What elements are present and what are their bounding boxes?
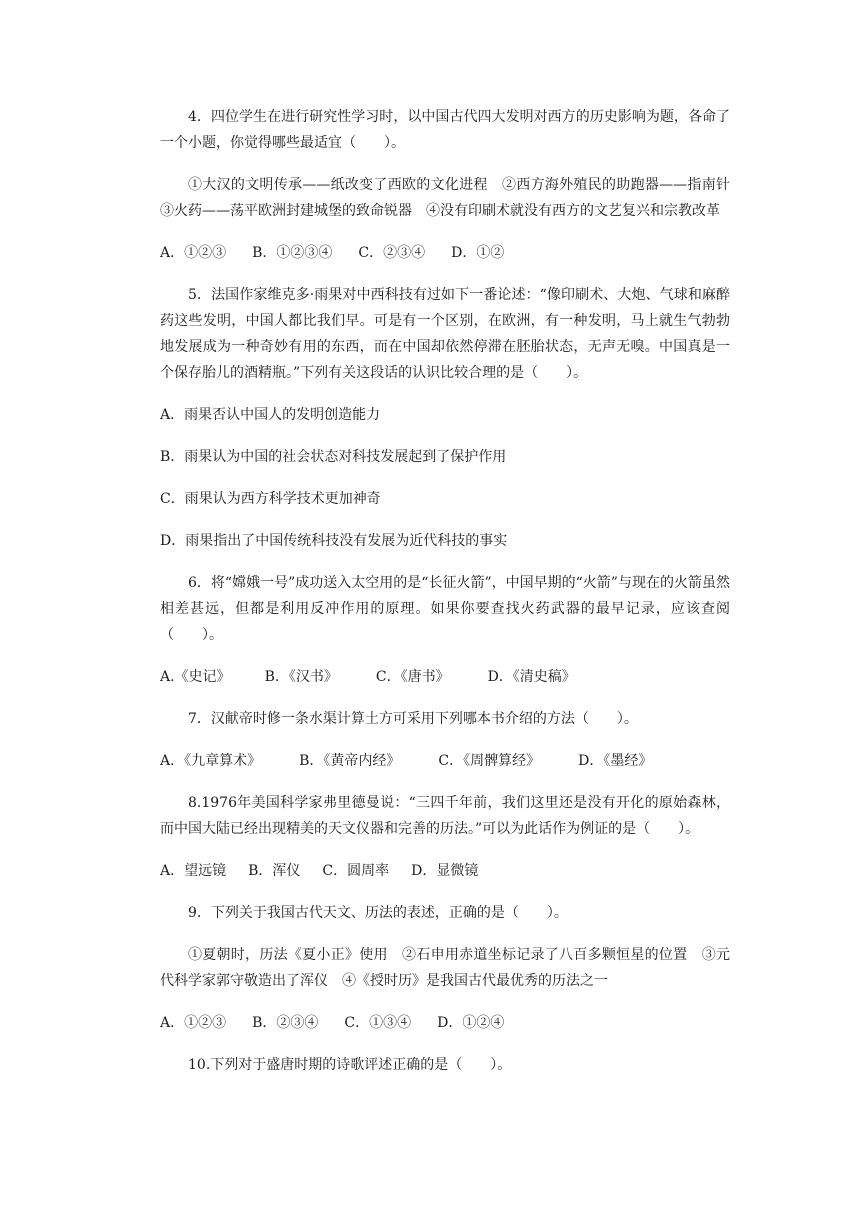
question-8-option-b: B．浑仪	[248, 863, 301, 879]
question-9-option-a: A．①②③	[160, 1015, 227, 1031]
question-8-stem: 8.1976年美国科学家弗里德曼说：“三四千年前，我们这里还是没有开化的原始森林，而中国大陆已经出现精美的天文仪器和完善的历法。”可以为此话作为例证的是（ ）。	[160, 795, 730, 837]
question-4-option-c: C．②③④	[358, 245, 426, 261]
question-5-option-a: A．雨果否认中国人的发明创造能力	[160, 407, 381, 423]
question-8-option-a: A．望远镜	[160, 863, 227, 879]
question-7-stem: 7．汉献帝时修一条水渠计算土方可采用下列哪本书介绍的方法（ ）。	[188, 711, 638, 727]
question-9-options	[160, 1010, 730, 1036]
question-5-option-d: D．雨果指出了中国传统科技没有发展为近代科技的事实	[160, 533, 508, 549]
question-7-option-c: C．《周髀算经》	[438, 753, 541, 769]
question-7-options	[160, 748, 730, 774]
question-4-options	[160, 240, 730, 266]
question-4-stem: 4．四位学生在进行研究性学习时，以中国古代四大发明对西方的历史影响为题，各命了一个小题，你觉得哪些最适宜（ ）。	[160, 109, 730, 151]
question-9-items: ①夏朝时，历法《夏小正》使用 ②石申用赤道坐标记录了八百多颗恒星的位置 ③元代科学家郭守敬造出了浑仪 ④《授时历》是我国古代最优秀的历法之一	[160, 947, 730, 989]
question-4-option-a: A．①②③	[160, 245, 227, 261]
question-6-options	[160, 664, 730, 690]
document-page	[160, 104, 744, 1078]
question-4-option-b: B．①②③④	[252, 245, 333, 261]
question-7-option-b: B．《黄帝内经》	[299, 753, 401, 769]
question-6-option-a: A.《史记》	[160, 669, 231, 685]
question-7-option-a: A．《九章算术》	[160, 753, 262, 769]
question-4-items: ①大汉的文明传承——纸改变了西欧的文化进程 ②西方海外殖民的助跑器——指南针 ③火药——荡平欧洲封建城堡的致命锐器 ④没有印刷术就没有西方的文艺复兴和宗教改革	[160, 177, 744, 219]
question-9-option-d: D．①②④	[437, 1015, 505, 1031]
question-6-stem: 6．将“嫦娥一号”成功送入太空用的是“长征火箭”，中国早期的“火箭”与现在的火箭虽然相差甚远，但都是利用反冲作用的原理。如果你要查找火药武器的最早记录，应该查阅（ ）。	[160, 575, 730, 643]
question-4-option-d: D．①②	[451, 245, 505, 261]
question-9-stem: 9．下列关于我国古代天文、历法的表述，正确的是（ ）。	[188, 905, 568, 921]
question-6-option-b: B．《汉书》	[264, 669, 338, 685]
question-5-option-c: C．雨果认为西方科学技术更加神奇	[160, 491, 381, 507]
question-5-option-b: B．雨果认为中国的社会状态对科技发展起到了保护作用	[160, 449, 507, 465]
question-10-stem: 10.下列对于盛唐时期的诗歌评述正确的是（ ）。	[188, 1057, 512, 1073]
question-5-stem: 5．法国作家维克多·雨果对中西科技有过如下一番论述：“像印刷术、大炮、气球和麻醉药这些发明，中国人都比我们早。可是有一个区别，在欧洲，有一种发明，马上就生气勃勃地发展成为一种奇妙有用的东西，而在中国却依然停滞在胚胎状态，无声无嗅。中国真是一个保存胎儿的酒精瓶。”下列有关这段话的认识比较合理的是（ ）。	[160, 287, 730, 381]
question-8-option-c: C．圆周率	[322, 863, 390, 879]
question-6-option-c: C．《唐书》	[375, 669, 450, 685]
question-6-option-d: D．《清史稿》	[487, 669, 576, 685]
question-7-option-d: D．《墨经》	[578, 753, 653, 769]
question-8-options	[160, 858, 730, 884]
question-8-option-d: D．显微镜	[411, 863, 479, 879]
question-9-option-c: C．①③④	[344, 1015, 412, 1031]
question-9-option-b: B．②③④	[252, 1015, 319, 1031]
